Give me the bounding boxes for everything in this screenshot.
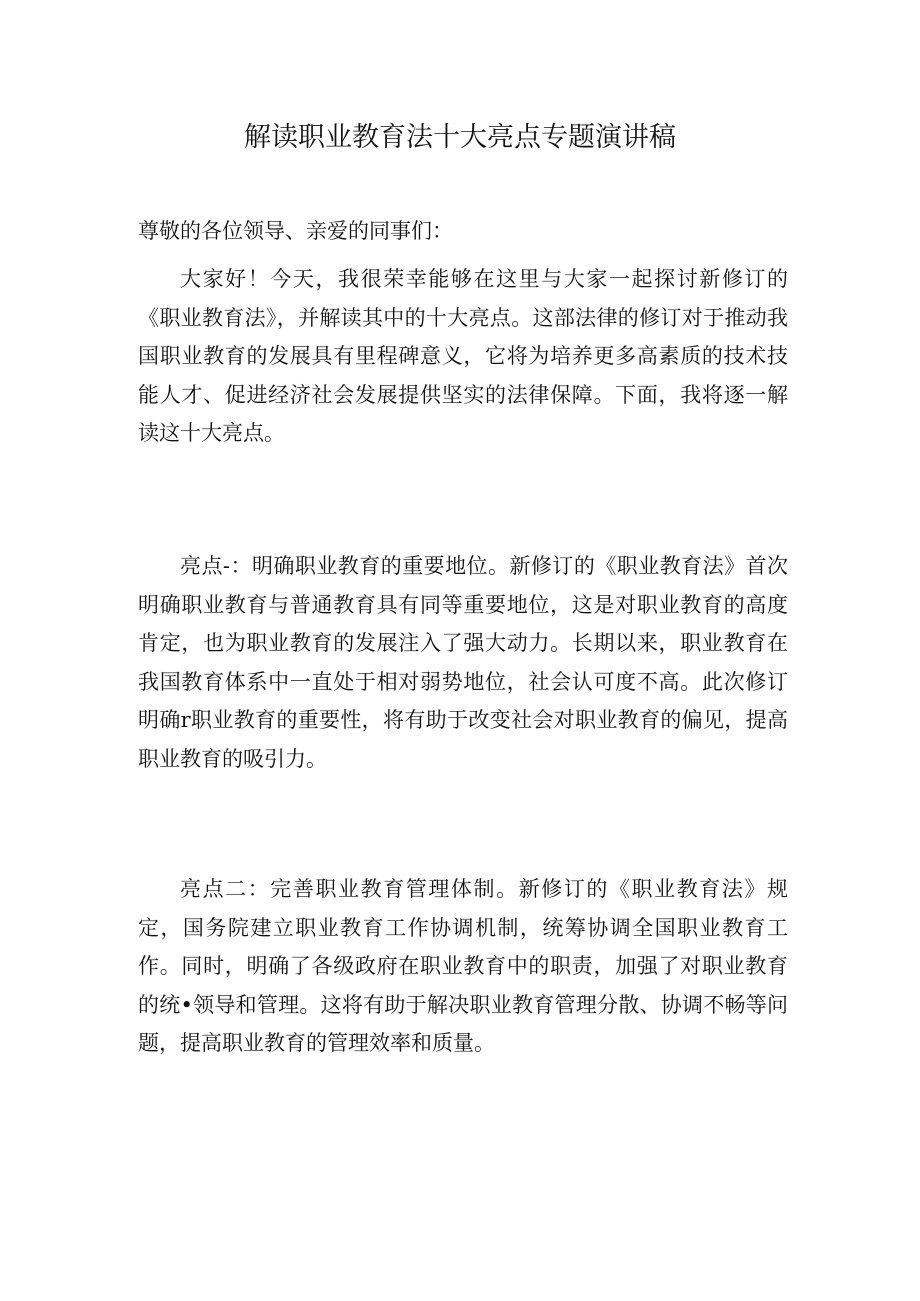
paragraph-highlight-two: 亮点二：完善职业教育管理体制。新修订的《职业教育法》规定，国务院建立职业教育工作协调机制，统筹协调全国职业教育工作。同时，明确了各级政府在职业教育中的职责，加强了对职业教育的统•领导和管理。这将有助于解决职业教育管理分散、协调不畅等问题，提高职业教育的管理效率和质量。 bbox=[138, 877, 788, 1055]
paragraph-highlight-one: 亮点-：明确职业教育的重要地位。新修订的《职业教育法》首次明确职业教育与普通教育具有同等重要地位，这是对职业教育的高度肯定，也为职业教育的发展注入了强大动力。长期以来，职业教育在我国教育体系中一直处于相对弱势地位，社会认可度不高。此次修订明确r职业教育的重要性，将有助于改变社会对职业教育的偏见，提高职业教育的吸引力。 bbox=[138, 554, 788, 771]
paragraph-intro: 大家好！今天，我很荣幸能够在这里与大家一起探讨新修订的《职业教育法》，并解读其中的十大亮点。这部法律的修订对于推动我国职业教育的发展具有里程碑意义，它将为培养更多高素质的技术技能人才、促进经济社会发展提供坚实的法律保障。下面，我将逐一解读这十大亮点。 bbox=[138, 267, 788, 445]
salutation: 尊敬的各位领导、亲爱的同事们： bbox=[138, 219, 453, 243]
document-title: 解读职业教育法十大亮点专题演讲稿 bbox=[244, 122, 676, 153]
